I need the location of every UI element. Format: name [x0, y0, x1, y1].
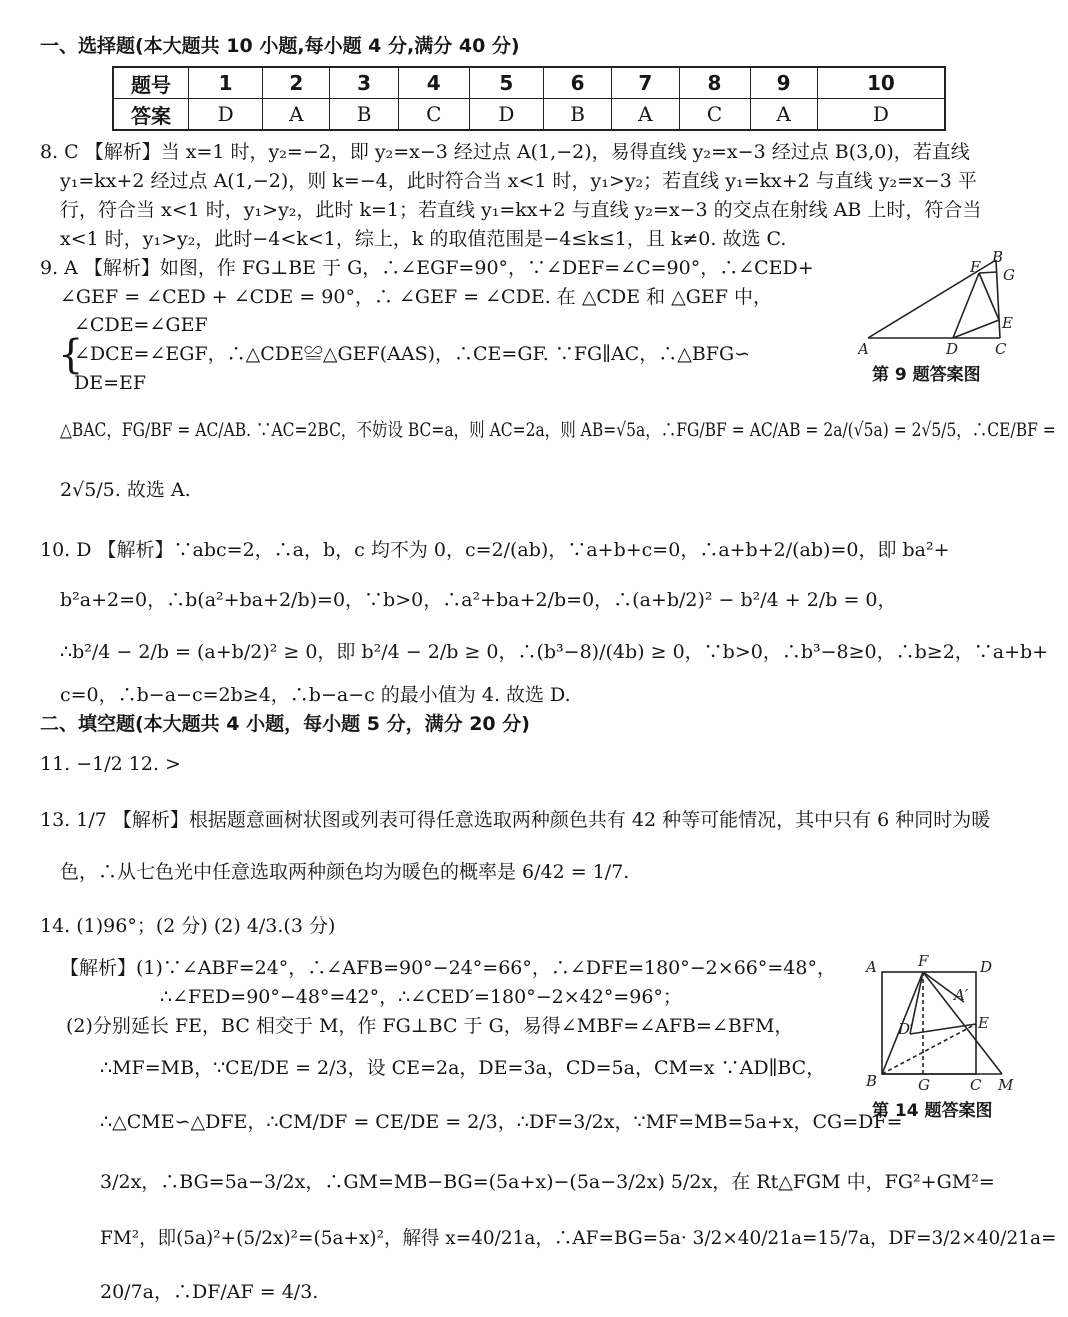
q14-line: 20/7a，∴DF/AF = 4/3.: [100, 1281, 319, 1303]
q14-label: F: [918, 952, 929, 970]
question-number-cell: 5: [469, 67, 543, 99]
q9-label: B: [992, 250, 1004, 266]
q9-brace: {: [58, 332, 84, 378]
q10-line: 10. D 【解析】∵abc=2，∴a，b，c 均不为 0，c=2/(ab)，∵a+b+c=0，∴a+b+2/(ab)=0，即 ba²+: [40, 539, 950, 561]
q9-line-fg: [979, 272, 997, 273]
q9-label: G: [1003, 266, 1015, 284]
row-label-number: 题号: [113, 67, 189, 99]
q14-line: 【解析】(1)∵∠ABF=24°，∴∠AFB=90°−24°=66°，∴∠DFE=180°−2×66°=48°，: [60, 957, 836, 979]
question-number-cell: 4: [398, 67, 469, 99]
q9-line-fe: [979, 273, 999, 320]
q9-line: ∠CDE=∠GEF: [74, 314, 208, 336]
q14-figure-caption: 第 14 题答案图: [872, 1101, 993, 1121]
answer-cell: B: [330, 99, 398, 131]
answer-table-answer-row: [113, 99, 945, 131]
q8-line: y₁=kx+2 经过点 A(1,−2)，则 k=−4，此时符合当 x<1 时，y₁>y₂；若直线 y₁=kx+2 与直线 y₂=x−3 平: [60, 170, 977, 192]
q14-label: B: [866, 1072, 878, 1090]
q8-line: 8. C 【解析】当 x=1 时，y₂=−2，即 y₂=x−3 经过点 A(1,−2)，易得直线 y₂=x−3 经过点 B(3,0)，若直线: [40, 141, 970, 163]
q9-figure: [858, 250, 1018, 360]
q9-label: F: [970, 258, 981, 276]
q14-label: A: [866, 958, 877, 976]
q9-line: ∠DCE=∠EGF，∴△CDE≌△GEF(AAS)，∴CE=GF. ∵FG∥AC，∴△BFG∽: [74, 343, 751, 365]
question-number-cell: 9: [750, 67, 817, 99]
question-number-cell: 3: [330, 67, 398, 99]
q14-line-d-prime-e: [910, 1024, 976, 1034]
section-2-title: 二、填空题(本大题共 4 小题，每小题 5 分，满分 20 分): [40, 713, 530, 735]
q14-line: 3/2x，∴BG=5a−3/2x，∴GM=MB−BG=(5a+x)−(5a−3/2x) 5/2x，在 Rt△FGM 中，FG²+GM²=: [100, 1171, 995, 1193]
q14-line: ∴△CME∽△DFE，∴CM/DF = CE/DE = 2/3，∴DF=3/2x，∵MF=MB=5a+x，CG=DF=: [100, 1111, 903, 1133]
answer-cell: C: [679, 99, 750, 131]
question-number-cell: 2: [263, 67, 330, 99]
question-number-cell: 10: [817, 67, 945, 99]
q8-line: 行，符合当 x<1 时，y₁>y₂，此时 k=1；若直线 y₁=kx+2 与直线 y₂=x−3 的交点在射线 AB 上时，符合当: [60, 199, 982, 221]
q9-line-df: [953, 273, 979, 338]
q13-line: 13. 1/7 【解析】根据题意画树状图或列表可得任意选取两种颜色共有 42 种等可能情况，其中只有 6 种同时为暖: [40, 809, 991, 831]
q10-line: ∴b²/4 − 2/b = (a+b/2)² ≥ 0，即 b²/4 − 2/b ≥ 0，∴(b³−8)/(4b) ≥ 0，∵b>0，∴b³−8≥0，∴b≥2，∵a+b+: [60, 641, 1049, 663]
q9-line: ∠GEF = ∠CED + ∠CDE = 90°，∴ ∠GEF = ∠CDE. 在 △CDE 和 △GEF 中，: [60, 286, 773, 308]
answer-cell: D: [189, 99, 263, 131]
answer-cell: C: [398, 99, 469, 131]
answer-cell: D: [469, 99, 543, 131]
answer-cell: B: [543, 99, 611, 131]
q9-label: E: [1002, 314, 1013, 332]
question-number-cell: 6: [543, 67, 611, 99]
q10-line: b²a+2=0，∴b(a²+ba+2/b)=0，∵b>0，∴a²+ba+2/b=0，∴(a+b/2)² − b²/4 + 2/b = 0，: [60, 589, 897, 611]
answer-table-header-row: [113, 67, 945, 99]
q9-line: △BAC，FG/BF = AC/AB. ∵AC=2BC，不妨设 BC=a，则 AC=2a，则 AB=√5a，∴FG/BF = AC/AB = 2a/(√5a) = 2√5/5，∴CE/BF =: [60, 419, 1056, 441]
q13-line: 色，∴从七色光中任意选取两种颜色均为暖色的概率是 6/42 = 1/7.: [60, 861, 630, 883]
q14-label: C: [970, 1076, 982, 1092]
q9-label: A: [858, 340, 869, 358]
q9-label: C: [995, 340, 1007, 358]
q14-label: G: [918, 1076, 930, 1092]
answer-cell: A: [263, 99, 330, 131]
answer-cell: D: [817, 99, 945, 131]
q14-figure: [862, 952, 1032, 1092]
question-number-cell: 7: [612, 67, 679, 99]
q14-label: M: [998, 1076, 1014, 1092]
q9-line: 9. A 【解析】如图，作 FG⊥BE 于 G，∴∠EGF=90°，∵∠DEF=∠C=90°，∴∠CED+: [40, 257, 814, 279]
q14-label: D′: [898, 1020, 914, 1038]
q9-label: D: [946, 340, 959, 358]
q9-line: DE=EF: [74, 372, 147, 394]
q8-line: x<1 时，y₁>y₂，此时−4<k<1，综上，k 的取值范围是−4≤k≤1，且 k≠0. 故选 C.: [60, 228, 787, 250]
q14-line: ∴∠FED=90°−48°=42°，∴∠CED′=180°−2×42°=96°；: [160, 986, 682, 1008]
q14-label: A′: [954, 986, 969, 1004]
q10-line: c=0，∴b−a−c=2b≥4，∴b−a−c 的最小值为 4. 故选 D.: [60, 684, 571, 706]
answer-table: [112, 66, 946, 131]
q14-answer: 14. (1)96°；(2 分) (2) 4/3.(3 分): [40, 915, 336, 937]
row-label-answer: 答案: [113, 99, 189, 131]
q14-line: FM²，即(5a)²+(5/2x)²=(5a+x)²，解得 x=40/21a，∴AF=BG=5a· 3/2×40/21a=15/7a，DF=3/2×40/21a=: [100, 1227, 1057, 1249]
q14-label: D: [980, 958, 993, 976]
q11-q12-answers: 11. −1/2 12. >: [40, 753, 181, 775]
answer-cell: A: [750, 99, 817, 131]
q9-line: 2√5/5. 故选 A.: [60, 479, 191, 501]
section-1-title: 一、选择题(本大题共 10 小题,每小题 4 分,满分 40 分): [40, 35, 520, 57]
q14-line: ∴MF=MB，∵CE/DE = 2/3，设 CE=2a，DE=3a，CD=5a，CM=x ∵AD∥BC，: [100, 1057, 826, 1079]
q9-figure-caption: 第 9 题答案图: [872, 365, 981, 385]
question-number-cell: 1: [189, 67, 263, 99]
q14-label: E: [978, 1014, 989, 1032]
question-number-cell: 8: [679, 67, 750, 99]
answer-cell: A: [612, 99, 679, 131]
q14-line: (2)分别延长 FE，BC 相交于 M，作 FG⊥BC 于 G，易得∠MBF=∠AFB=∠BFM，: [66, 1015, 794, 1037]
